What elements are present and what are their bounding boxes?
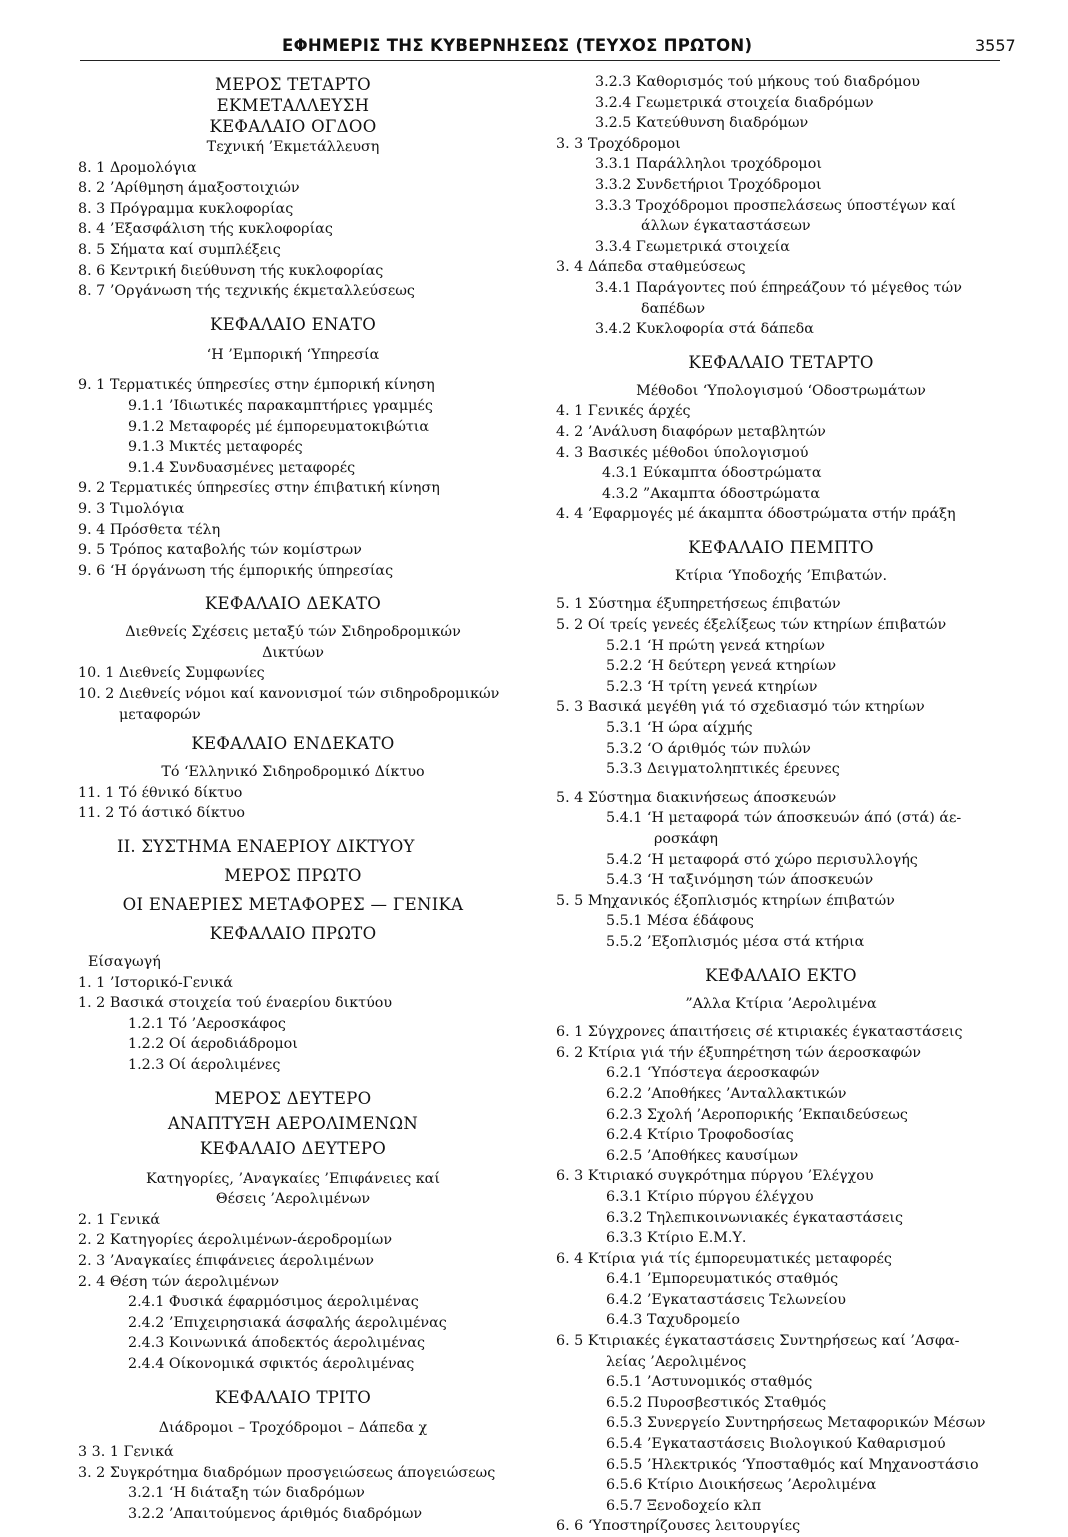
toc-subentry: 3.2.1 ‘Η διάταξη τών διαδρόμων [128, 1485, 365, 1502]
toc-subentry: 9.1.4 Συνδυασμένες μεταφορές [128, 459, 356, 476]
section-heading: ΚΕΦΑΛΑΙΟ ΔΕΥΤΕΡΟ [199, 1138, 387, 1158]
section-subtitle: ‘Η ’Εμπορική ‘Υπηρεσία [206, 346, 380, 363]
toc-entry-continuation: δαπέδων [641, 300, 706, 317]
toc-subentry: 6.3.1 Κτίριο πύργου έλέγχου [606, 1188, 814, 1205]
toc-subentry: 4.3.1 Εύκαμπτα όδοστρώματα [602, 465, 822, 482]
toc-entry: 3. 3 Τροχόδρομοι [556, 135, 681, 152]
toc-entry: 4. 3 Βασικές μέθοδοι ύπολογισμού [556, 444, 809, 461]
toc-entry: 6. 6 ‘Υποστηρίζουσες λειτουργίες [556, 1518, 801, 1535]
toc-entry: 8. 3 Πρόγραμμα κυκλοφορίας [78, 200, 294, 217]
toc-subentry: 6.5.6 Κτίριο Διοικήσεως ’Αερολιμένα [606, 1477, 877, 1494]
toc-subentry: 6.2.5 ’Αποθήκες καυσίμων [606, 1147, 799, 1164]
toc-subentry: 3.3.2 Συνδετήριοι Τροχόδρομοι [595, 176, 822, 193]
toc-entry: 8. 4 ’Εξασφάλιση τής κυκλοφορίας [78, 221, 333, 238]
section-subtitle: Κατηγορίες, ’Αναγκαίες ’Επιφάνειες καί [146, 1170, 440, 1187]
section-subtitle: Κτίρια ‘Υποδοχής ’Επιβατών. [674, 567, 888, 584]
toc-entry: 5. 3 Βασικά μεγέθη γιά τό σχεδιασμό τών κτηρίων [556, 699, 925, 716]
toc-entry: 9. 3 Τιμολόγια [78, 500, 185, 517]
toc-subentry: 5.4.3 ‘Η ταξινόμηση τών άποσκευών [606, 872, 874, 889]
toc-entry: 10. 1 Διεθνείς Συμφωνίες [78, 665, 265, 682]
toc-subentry: 3.3.3 Τροχόδρομοι προσπελάσεως ύποστέγων καί [595, 197, 956, 214]
toc-entry-continuation: ροσκάφη [654, 831, 718, 847]
toc-subentry: 5.4.1 ‘Η μεταφορά τών άποσκευών άπό (στά) άε- [606, 810, 962, 827]
toc-subentry: 5.3.1 ‘Η ώρα αίχμής [606, 720, 753, 737]
section-subtitle: Είσαγωγή [88, 954, 161, 971]
section-heading: ΚΕΦΑΛΑΙΟ ΤΕΤΑΡΤΟ [688, 352, 874, 372]
toc-entry: 6. 5 Κτιριακές έγκαταστάσεις Συντηρήσεως καί ’Ασφα- [556, 1333, 960, 1350]
section-subtitle: Τεχνική ’Εκμετάλλευση [206, 139, 380, 155]
toc-entry: 2. 4 Θέση τών άερολιμένων [78, 1273, 280, 1290]
toc-subentry: 5.4.2 ‘Η μεταφορά στό χώρο περισυλλογής [606, 851, 918, 868]
toc-entry: 4. 2 ’Ανάλυση διαφόρων μεταβλητών [556, 423, 826, 440]
section-heading: ΚΕΦΑΛΑΙΟ ΟΓΔΟΟ [209, 117, 377, 136]
toc-entry: 9. 2 Τερματικές ύπηρεσίες στην έπιβατική κίνηση [78, 480, 440, 497]
part-heading: ΙΙ. ΣΥΣΤΗΜΑ ΕΝΑΕΡΙΟΥ ΔΙΚΤΥΟΥ [117, 837, 415, 857]
section-heading: ΚΕΦΑΛΑΙΟ ΕΝΑΤΟ [209, 314, 377, 334]
right-column [556, 72, 1006, 1537]
toc-subentry: 3.3.4 Γεωμετρικά στοιχεία [595, 238, 790, 255]
toc-entry: 5. 2 Οί τρείς γενεές έξελίξεως τών κτηρίων έπιβατών [556, 617, 947, 634]
toc-entry: 8. 6 Κεντρική διεύθυνση τής κυκλοφορίας [78, 262, 384, 279]
toc-entry: 6. 2 Κτίρια γιά τήν έξυπηρέτηση τών άεροσκαφών [556, 1044, 921, 1061]
toc-entry: 2. 2 Κατηγορίες άερολιμένων-άεροδρομίων [78, 1232, 393, 1249]
toc-subentry: 4.3.2 ”Ακαμπτα όδοστρώματα [602, 485, 821, 502]
toc-subentry: 6.5.2 Πυροσβεστικός Σταθμός [606, 1394, 827, 1411]
toc-subentry: 6.5.7 Ξενοδοχείο κλπ [606, 1497, 762, 1514]
section-heading: ΜΕΡΟΣ ΔΕΥΤΕΡΟ [214, 1088, 372, 1108]
toc-entry: 6. 1 Σύγχρονες άπαιτήσεις σέ κτιριακές έγκαταστάσεις [556, 1024, 963, 1041]
section-subtitle: Θέσεις ’Αερολιμένων [215, 1191, 371, 1208]
section-subtitle: Μέθοδοι ‘Υπολογισμού ‘Οδοστρωμάτων [636, 382, 926, 399]
page-number: 3557 [975, 36, 1016, 55]
toc-entry: 9. 4 Πρόσθετα τέλη [78, 521, 221, 538]
toc-subentry: 6.4.2 ’Εγκαταστάσεις Τελωνείου [606, 1291, 846, 1308]
left-column [78, 74, 508, 1525]
section-heading: ΜΕΡΟΣ ΤΕΤΑΡΤΟ [215, 75, 371, 94]
toc-subentry: 3.2.4 Γεωμετρικά στοιχεία διαδρόμων [595, 94, 874, 111]
section-heading: ΚΕΦΑΛΑΙΟ ΔΕΚΑΤΟ [204, 594, 382, 614]
toc-entry: 5. 1 Σύστημα έξυπηρετήσεως έπιβατών [556, 596, 841, 613]
toc-entry: 6. 4 Κτίρια γιά τίς έμπορευματικές μεταφορές [556, 1250, 892, 1267]
toc-entry: 4. 1 Γενικές άρχές [556, 403, 691, 420]
toc-subentry: 3.4.2 Κυκλοφορία στά δάπεδα [595, 321, 814, 338]
section-heading: ΟΙ ΕΝΑΕΡΙΕΣ ΜΕΤΑΦΟΡΕΣ — ΓΕΝΙΚΑ [122, 895, 464, 915]
toc-entry: 6. 3 Κτιριακό συγκρότημα πύργου ’Ελέγχου [556, 1168, 874, 1185]
toc-subentry: 5.3.3 Δειγματοληπτικές έρευνες [606, 761, 840, 778]
toc-subentry: 6.5.1 ’Αστυνομικός σταθμός [606, 1374, 813, 1391]
toc-subentry: 6.5.4 ’Εγκαταστάσεις Βιολογικού Καθαρισμού [606, 1436, 946, 1453]
toc-subentry: 6.2.4 Κτίριο Τροφοδοσίας [606, 1127, 794, 1144]
toc-entry: 8. 1 Δρομολόγια [78, 159, 197, 176]
toc-entry: 9. 5 Τρόπος καταβολής τών κομίστρων [78, 542, 362, 559]
toc-subentry: 3.2.5 Κατεύθυνση διαδρόμων [595, 115, 809, 132]
toc-subentry: 6.5.5 ’Ηλεκτρικός ‘Υποσταθμός καί Μηχανοστάσιο [606, 1456, 979, 1473]
toc-subentry: 5.5.1 Μέσα έδάφους [606, 913, 754, 930]
toc-subentry: 5.2.2 ‘Η δεύτερη γενεά κτηρίων [606, 658, 837, 675]
section-subtitle: Διεθνείς Σχέσεις μεταξύ τών Σιδηροδρομικών [125, 624, 461, 641]
page-header [0, 0, 1068, 58]
toc-entry: 2. 3 ’Αναγκαίες έπιφάνειες άερολιμένων [78, 1252, 374, 1269]
toc-subentry: 9.1.1 ’Ιδιωτικές παρακαμπτήριες γραμμές [128, 397, 433, 414]
toc-entry-continuation: άλλων έγκαταστάσεων [641, 218, 811, 235]
toc-subentry: 2.4.3 Κοινωνικά άποδεκτός άερολιμένας [128, 1335, 426, 1352]
toc-subentry: 6.3.2 Τηλεπικοινωνιακές έγκαταστάσεις [606, 1209, 904, 1226]
toc-subentry: 5.2.1 ‘Η πρώτη γενεά κτηρίων [606, 637, 825, 654]
section-heading: ΚΕΦΑΛΑΙΟ ΕΚΤΟ [705, 965, 857, 985]
section-heading: ΚΕΦΑΛΑΙΟ ΕΝΔΕΚΑΤΟ [191, 734, 395, 754]
section-subtitle: ”Αλλα Κτίρια ’Αερολιμένα [685, 995, 877, 1012]
toc-subentry: 9.1.3 Μικτές μεταφορές [128, 439, 303, 456]
toc-entry: 9. 6 ‘Η όργάνωση τής έμπορικής ύπηρεσίας [78, 562, 394, 579]
toc-subentry: 2.4.4 Οίκονομικά σφικτός άερολιμένας [128, 1355, 415, 1372]
toc-subentry: 2.4.1 Φυσικά έφαρμόσιμος άερολιμένας [128, 1294, 419, 1311]
section-subtitle: Διάδρομοι – Τροχόδρομοι – Δάπεδα χ [158, 1419, 428, 1436]
toc-entry: 3 3. 1 Γενικά [78, 1444, 174, 1461]
toc-entry-continuation: μεταφορών [119, 706, 201, 723]
toc-entry: 2. 1 Γενικά [78, 1211, 161, 1228]
toc-entry: 3. 2 Συγκρότημα διαδρόμων προσγειώσεως άπογειώσεως [78, 1464, 496, 1481]
toc-entry: 1. 2 Βασικά στοιχεία τού έναερίου δικτύου [78, 995, 393, 1012]
toc-subentry: 6.4.3 Ταχυδρομείο [606, 1312, 740, 1329]
section-heading: ΚΕΦΑΛΑΙΟ ΠΕΜΠΤΟ [688, 537, 874, 557]
toc-subentry: 6.5.3 Συνεργείο Συντηρήσεως Μεταφορικών Μέσων [606, 1415, 986, 1432]
section-heading: ΚΕΦΑΛΑΙΟ ΤΡΙΤΟ [214, 1387, 372, 1407]
toc-entry: 1. 1 ’Ιστορικό-Γενικά [78, 974, 233, 991]
section-heading: ΜΕΡΟΣ ΠΡΩΤΟ [224, 866, 362, 886]
toc-subentry: 6.2.2 ’Αποθήκες ’Ανταλλακτικών [606, 1085, 847, 1102]
toc-subentry: 1.2.1 Τό ’Αεροσκάφος [128, 1015, 286, 1032]
toc-entry: 10. 2 Διεθνείς νόμοι καί κανονισμοί τών σιδηροδρομικών [78, 686, 500, 703]
header-divider [80, 60, 1000, 61]
section-heading: ΚΕΦΑΛΑΙΟ ΠΡΩΤΟ [209, 924, 377, 944]
toc-subentry: 1.2.2 Οί άεροδιάδρομοι [128, 1036, 298, 1053]
toc-subentry: λείας ’Αερολιμένος [606, 1353, 747, 1370]
toc-subentry: 6.4.1 ’Εμπορευματικός σταθμός [606, 1271, 839, 1288]
toc-entry: 11. 1 Τό έθνικό δίκτυο [78, 784, 243, 801]
toc-subentry: 3.2.2 ’Απαιτούμενος άριθμός διαδρόμων [128, 1505, 423, 1522]
toc-subentry: 5.2.3 ‘Η τρίτη γενεά κτηρίων [606, 678, 818, 695]
toc-subentry: 5.3.2 ‘Ο άριθμός τών πυλών [606, 740, 811, 757]
section-heading: ΕΚΜΕΤΑΛΛΕΥΣΗ [216, 96, 370, 115]
toc-subentry: 6.3.3 Κτίριο Ε.Μ.Υ. [606, 1230, 747, 1247]
toc-entry: 5. 5 Μηχανικός έξοπλισμός κτηρίων έπιβατών [556, 892, 895, 909]
section-subtitle: Δικτύων [262, 644, 324, 661]
toc-subentry: 6.2.1 ‘Υπόστεγα άεροσκαφών [606, 1065, 820, 1082]
toc-entry: 8. 2 ’Αρίθμηση άμαξοστοιχιών [78, 180, 300, 197]
toc-subentry: 3.3.1 Παράλληλοι τροχόδρομοι [595, 156, 822, 173]
toc-subentry: 3.4.1 Παράγοντες πού έπηρεάζουν τό μέγεθος τών [595, 279, 962, 296]
toc-entry: 11. 2 Τό άστικό δίκτυο [78, 805, 245, 822]
toc-entry: 4. 4 ’Εφαρμογές μέ άκαμπτα όδοστρώματα στήν πράξη [556, 506, 956, 523]
toc-entry: 8. 7 ’Οργάνωση τής τεχνικής έκμεταλλεύσεως [78, 283, 415, 300]
toc-subentry: 6.2.3 Σχολή ’Αεροπορικής ’Εκπαιδεύσεως [606, 1106, 908, 1123]
toc-subentry: 1.2.3 Οί άερολιμένες [128, 1057, 281, 1073]
toc-entry: 5. 4 Σύστημα διακινήσεως άποσκευών [556, 789, 837, 806]
toc-entry: 8. 5 Σήματα καί συμπλέξεις [78, 241, 281, 258]
toc-subentry: 5.5.2 ’Εξοπλισμός μέσα στά κτήρια [606, 933, 865, 950]
toc-subentry: 3.2.3 Καθορισμός τού μήκους τού διαδρόμου [595, 74, 920, 90]
toc-entry: 9. 1 Τερματικές ύπηρεσίες στην έμπορική κίνηση [78, 377, 435, 394]
section-subtitle: Τό ‘Ελληνικό Σιδηροδρομικό Δίκτυο [161, 764, 425, 781]
gazette-title: ΕΦΗΜΕΡΙΣ ΤΗΣ ΚΥΒΕΡΝΗΣΕΩΣ (ΤΕΥΧΟΣ ΠΡΩΤΟΝ) [282, 36, 753, 55]
toc-subentry: 9.1.2 Μεταφορές μέ έμπορευματοκιβώτια [128, 418, 430, 435]
toc-subentry: 2.4.2 ’Επιχειρησιακά άσφαλής άερολιμένας [128, 1314, 447, 1331]
section-heading: ΑΝΑΠΤΥΞΗ ΑΕΡΟΛΙΜΕΝΩΝ [167, 1113, 419, 1133]
toc-entry: 3. 4 Δάπεδα σταθμεύσεως [556, 259, 746, 276]
